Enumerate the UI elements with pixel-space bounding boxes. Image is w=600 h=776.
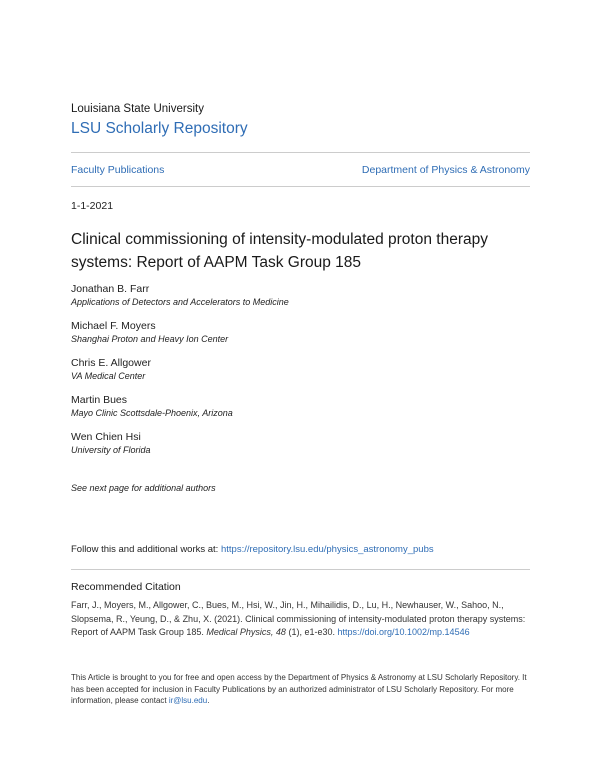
author-affiliation: University of Florida <box>71 445 151 455</box>
repository-link[interactable]: LSU Scholarly Repository <box>71 120 248 137</box>
author-affiliation: VA Medical Center <box>71 371 146 381</box>
collection-link[interactable]: https://repository.lsu.edu/physics_astronomy_pubs <box>220 544 434 555</box>
author-entry <box>71 393 521 420</box>
additional-authors-note: See next page for additional authors <box>71 483 216 493</box>
author-entry <box>71 319 521 346</box>
paper-title: Clinical commissioning of intensity-modulated proton therapy systems: Report of AAPM Task Group 185 <box>71 231 488 271</box>
doi-link[interactable]: https://doi.org/10.1002/mp.14546 <box>337 627 470 637</box>
author-entry <box>71 282 521 309</box>
institution-name: Louisiana State University <box>71 103 204 115</box>
follow-line <box>71 544 434 555</box>
author-affiliation: Mayo Clinic Scottsdale-Phoenix, Arizona <box>71 408 233 418</box>
author-name: Chris E. Allgower <box>71 357 151 369</box>
author-affiliation: Applications of Detectors and Accelerators to Medicine <box>71 297 289 307</box>
header-divider <box>71 152 530 153</box>
author-affiliation: Shanghai Proton and Heavy Ion Center <box>71 334 229 344</box>
recommended-citation-heading: Recommended Citation <box>71 581 181 593</box>
author-name: Michael F. Moyers <box>71 320 156 332</box>
author-entry <box>71 430 521 457</box>
citation-issue: (1), e1-e30. <box>285 627 338 637</box>
citation-divider <box>71 569 530 570</box>
citation-journal: Medical Physics, 48 <box>206 627 286 637</box>
department-link[interactable]: Department of Physics & Astronomy <box>361 164 530 176</box>
author-name: Jonathan B. Farr <box>71 283 150 295</box>
publication-date: 1-1-2021 <box>71 200 114 212</box>
citation-body: Farr, J., Moyers, M., Allgower, C., Bues, M., Hsi, W., Jin, H., Mihailidis, D., Lu, H., Newhauser, W., Sahoo, N., Slopsema, R., Yeung, D., & Zhu, X. (2021). Clinical commissioning of intensity-modulated proton therapy systems: Report of AAPM Task Group 185. <box>71 600 526 637</box>
access-end: . <box>207 696 210 705</box>
author-name: Wen Chien Hsi <box>71 431 141 443</box>
author-name: Martin Bues <box>71 394 128 406</box>
author-entry <box>71 356 521 383</box>
follow-prefix: Follow this and additional works at: <box>71 544 221 555</box>
contact-email-link[interactable]: ir@lsu.edu <box>168 696 208 705</box>
nav-divider <box>71 186 530 187</box>
faculty-publications-link[interactable]: Faculty Publications <box>71 164 165 176</box>
access-text: This Article is brought to you for free and open access by the Department of Physics & Astronomy at LSU Scholarly Repository. It has been accepted for inclusion in Faculty Publications by an authorized administrator of LSU Scholarly Repository. For more information, please contact <box>71 673 527 705</box>
access-statement <box>71 672 533 707</box>
citation-text <box>71 599 533 640</box>
